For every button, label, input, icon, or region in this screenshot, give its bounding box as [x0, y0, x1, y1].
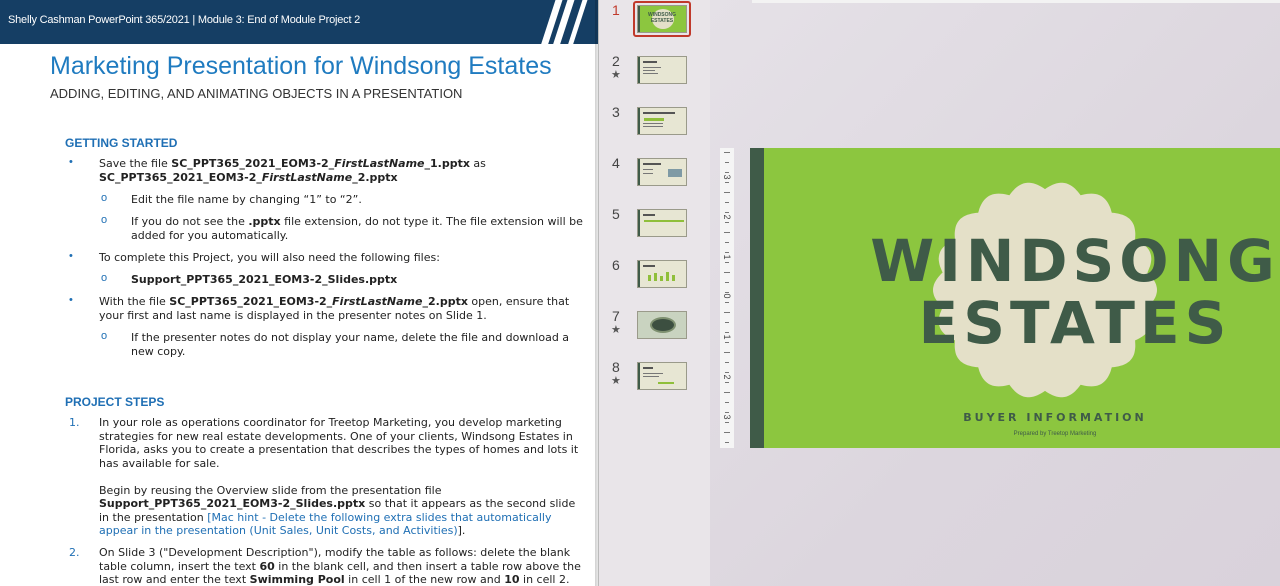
project-step-2: On Slide 3 ("Development Description"), modify the table as follows: delete the blank table column, insert the text 60 in the blank cell, and then insert a table row above the last row and enter the text Swimming Pool in cell 1 of the new row and 10 in cell 2.	[99, 546, 581, 586]
ruler-tick	[724, 392, 730, 393]
slide-caption[interactable]: Prepared by Treetop Marketing	[1013, 431, 1097, 437]
slide-number: 4	[612, 155, 620, 171]
slide-thumbnail-pane[interactable]	[598, 0, 710, 586]
slide-thumbnail-image[interactable]	[637, 311, 687, 339]
step-number: 1.	[69, 416, 80, 429]
ruler-label: 2	[722, 214, 732, 220]
ruler-tick	[725, 412, 729, 413]
slide-accent-bar	[750, 148, 764, 448]
ruler-tick	[724, 312, 730, 313]
ruler-tick	[725, 282, 729, 283]
slide-thumbnail-image[interactable]	[637, 107, 687, 135]
slide-number: 2	[612, 53, 620, 69]
ruler-tick	[724, 192, 730, 193]
ruler-label: 3	[722, 414, 732, 420]
thumbnail-slide-1[interactable]	[599, 2, 711, 42]
getting-started-subitem-1: Edit the file name by changing “1” to “2”.	[131, 193, 362, 206]
slide-thumbnail-image[interactable]	[637, 56, 687, 84]
getting-started-item-2: To complete this Project, you will also need the following files:	[99, 251, 440, 264]
slide-number: 5	[612, 206, 620, 222]
thumbnail-slide-2[interactable]	[599, 53, 711, 93]
project-step-1: In your role as operations coordinator for Treetop Marketing, you develop marketing strategies for new real estate developments. One of your clients, Windsong Estates in Florida, asks you to create a presentation that describes the types of homes and lots it has available for sale. Begin by reusing the Overview slide from the presentation file Support_PPT365_2021_EOM3-2_Slides.pptx so that it appears as the second slide in the presentation [Mac hint - Delete the following extra slides that automatically appear in the presentation (Unit Sales, Unit Costs, and Activities)].	[99, 416, 579, 537]
slide-thumbnail-image[interactable]	[637, 260, 687, 288]
slide-thumbnail-image[interactable]	[637, 362, 687, 390]
ruler-tick	[725, 172, 729, 173]
section-heading-project-steps: PROJECT STEPS	[65, 395, 165, 409]
ruler-tick	[725, 202, 729, 203]
ruler-tick	[725, 322, 729, 323]
ruler-tick	[724, 152, 730, 153]
ruler-tick	[725, 212, 729, 213]
animation-star-icon: ★	[611, 375, 621, 387]
slide-number: 1	[612, 2, 620, 18]
current-slide[interactable]	[750, 148, 1280, 448]
ruler-tick	[725, 382, 729, 383]
ruler-tick	[724, 432, 730, 433]
slide-number: 6	[612, 257, 620, 273]
slide-number: 3	[612, 104, 620, 120]
sub-bullet-icon: o	[101, 192, 108, 204]
step-number: 2.	[69, 546, 80, 559]
thumbnail-slide-8[interactable]	[599, 359, 711, 399]
animation-star-icon: ★	[611, 324, 621, 336]
ruler-tick	[725, 362, 729, 363]
ruler-tick	[725, 442, 729, 443]
bullet-icon: •	[69, 156, 73, 168]
sub-bullet-icon: o	[101, 214, 108, 226]
section-heading-getting-started: GETTING STARTED	[65, 136, 178, 150]
slide-number: 7	[612, 308, 620, 324]
instruction-document	[0, 0, 598, 586]
bullet-icon: •	[69, 294, 73, 306]
horizontal-ruler	[752, 0, 1280, 3]
thumbnail-slide-7[interactable]	[599, 308, 711, 348]
animation-star-icon: ★	[611, 69, 621, 81]
vertical-ruler	[720, 148, 734, 448]
thumbnail-slide-3[interactable]	[599, 104, 711, 144]
ruler-tick	[725, 242, 729, 243]
thumbnail-title: WINDSONG ESTATES	[647, 12, 677, 24]
slide-thumbnail-image[interactable]	[637, 209, 687, 237]
ruler-label: 1	[722, 254, 732, 260]
sub-bullet-icon: o	[101, 330, 108, 342]
support-file-name: Support_PPT365_2021_EOM3-2_Slides.pptx	[131, 273, 398, 286]
ruler-tick	[724, 232, 730, 233]
ruler-tick	[725, 422, 729, 423]
thumbnail-slide-5[interactable]	[599, 206, 711, 246]
banner-text: Shelly Cashman PowerPoint 365/2021 | Module 3: End of Module Project 2	[8, 14, 361, 26]
slide-editing-area[interactable]	[710, 0, 1280, 586]
ruler-tick	[725, 402, 729, 403]
document-banner	[0, 0, 598, 44]
getting-started-subitem-3: If the presenter notes do not display your name, delete the file and download a new copy.	[131, 331, 570, 358]
document-subtitle: ADDING, EDITING, AND ANIMATING OBJECTS IN A PRESENTATION	[50, 86, 463, 101]
ruler-tick	[725, 332, 729, 333]
getting-started-item-3: With the file SC_PPT365_2021_EOM3-2_FirstLastName_2.pptx open, ensure that your first and last name is displayed in the presenter notes on Slide 1.	[99, 295, 570, 322]
thumbnail-slide-4[interactable]	[599, 155, 711, 195]
getting-started-item-1: Save the file SC_PPT365_2021_EOM3-2_FirstLastName_1.pptx as SC_PPT365_2021_EOM3-2_FirstLastName_2.pptx	[99, 157, 486, 184]
document-title: Marketing Presentation for Windsong Estates	[50, 52, 552, 80]
slide-subtitle[interactable]: BUYER INFORMATION	[963, 411, 1147, 424]
slide-number: 8	[612, 359, 620, 375]
ruler-tick	[725, 302, 729, 303]
ruler-label: 3	[722, 174, 732, 180]
ruler-label: 0	[722, 293, 732, 299]
slide-thumbnail-image[interactable]	[637, 5, 687, 33]
ruler-tick	[725, 342, 729, 343]
ruler-tick	[725, 262, 729, 263]
ruler-tick	[725, 222, 729, 223]
ruler-label: 2	[722, 374, 732, 380]
thumbnail-slide-6[interactable]	[599, 257, 711, 297]
getting-started-subitem-2: If you do not see the .pptx file extension, do not type it. The file extension will be added for you automatically.	[131, 215, 583, 242]
bullet-icon: •	[69, 250, 73, 262]
ruler-tick	[725, 372, 729, 373]
sub-bullet-icon: o	[101, 272, 108, 284]
ruler-tick	[724, 272, 730, 273]
slide-title[interactable]: WINDSONG ESTATES	[870, 227, 1280, 357]
ruler-label: 1	[722, 334, 732, 340]
ruler-tick	[725, 292, 729, 293]
slide-thumbnail-image[interactable]	[637, 158, 687, 186]
ruler-tick	[725, 252, 729, 253]
ruler-tick	[725, 162, 729, 163]
ruler-tick	[724, 352, 730, 353]
ruler-tick	[725, 182, 729, 183]
